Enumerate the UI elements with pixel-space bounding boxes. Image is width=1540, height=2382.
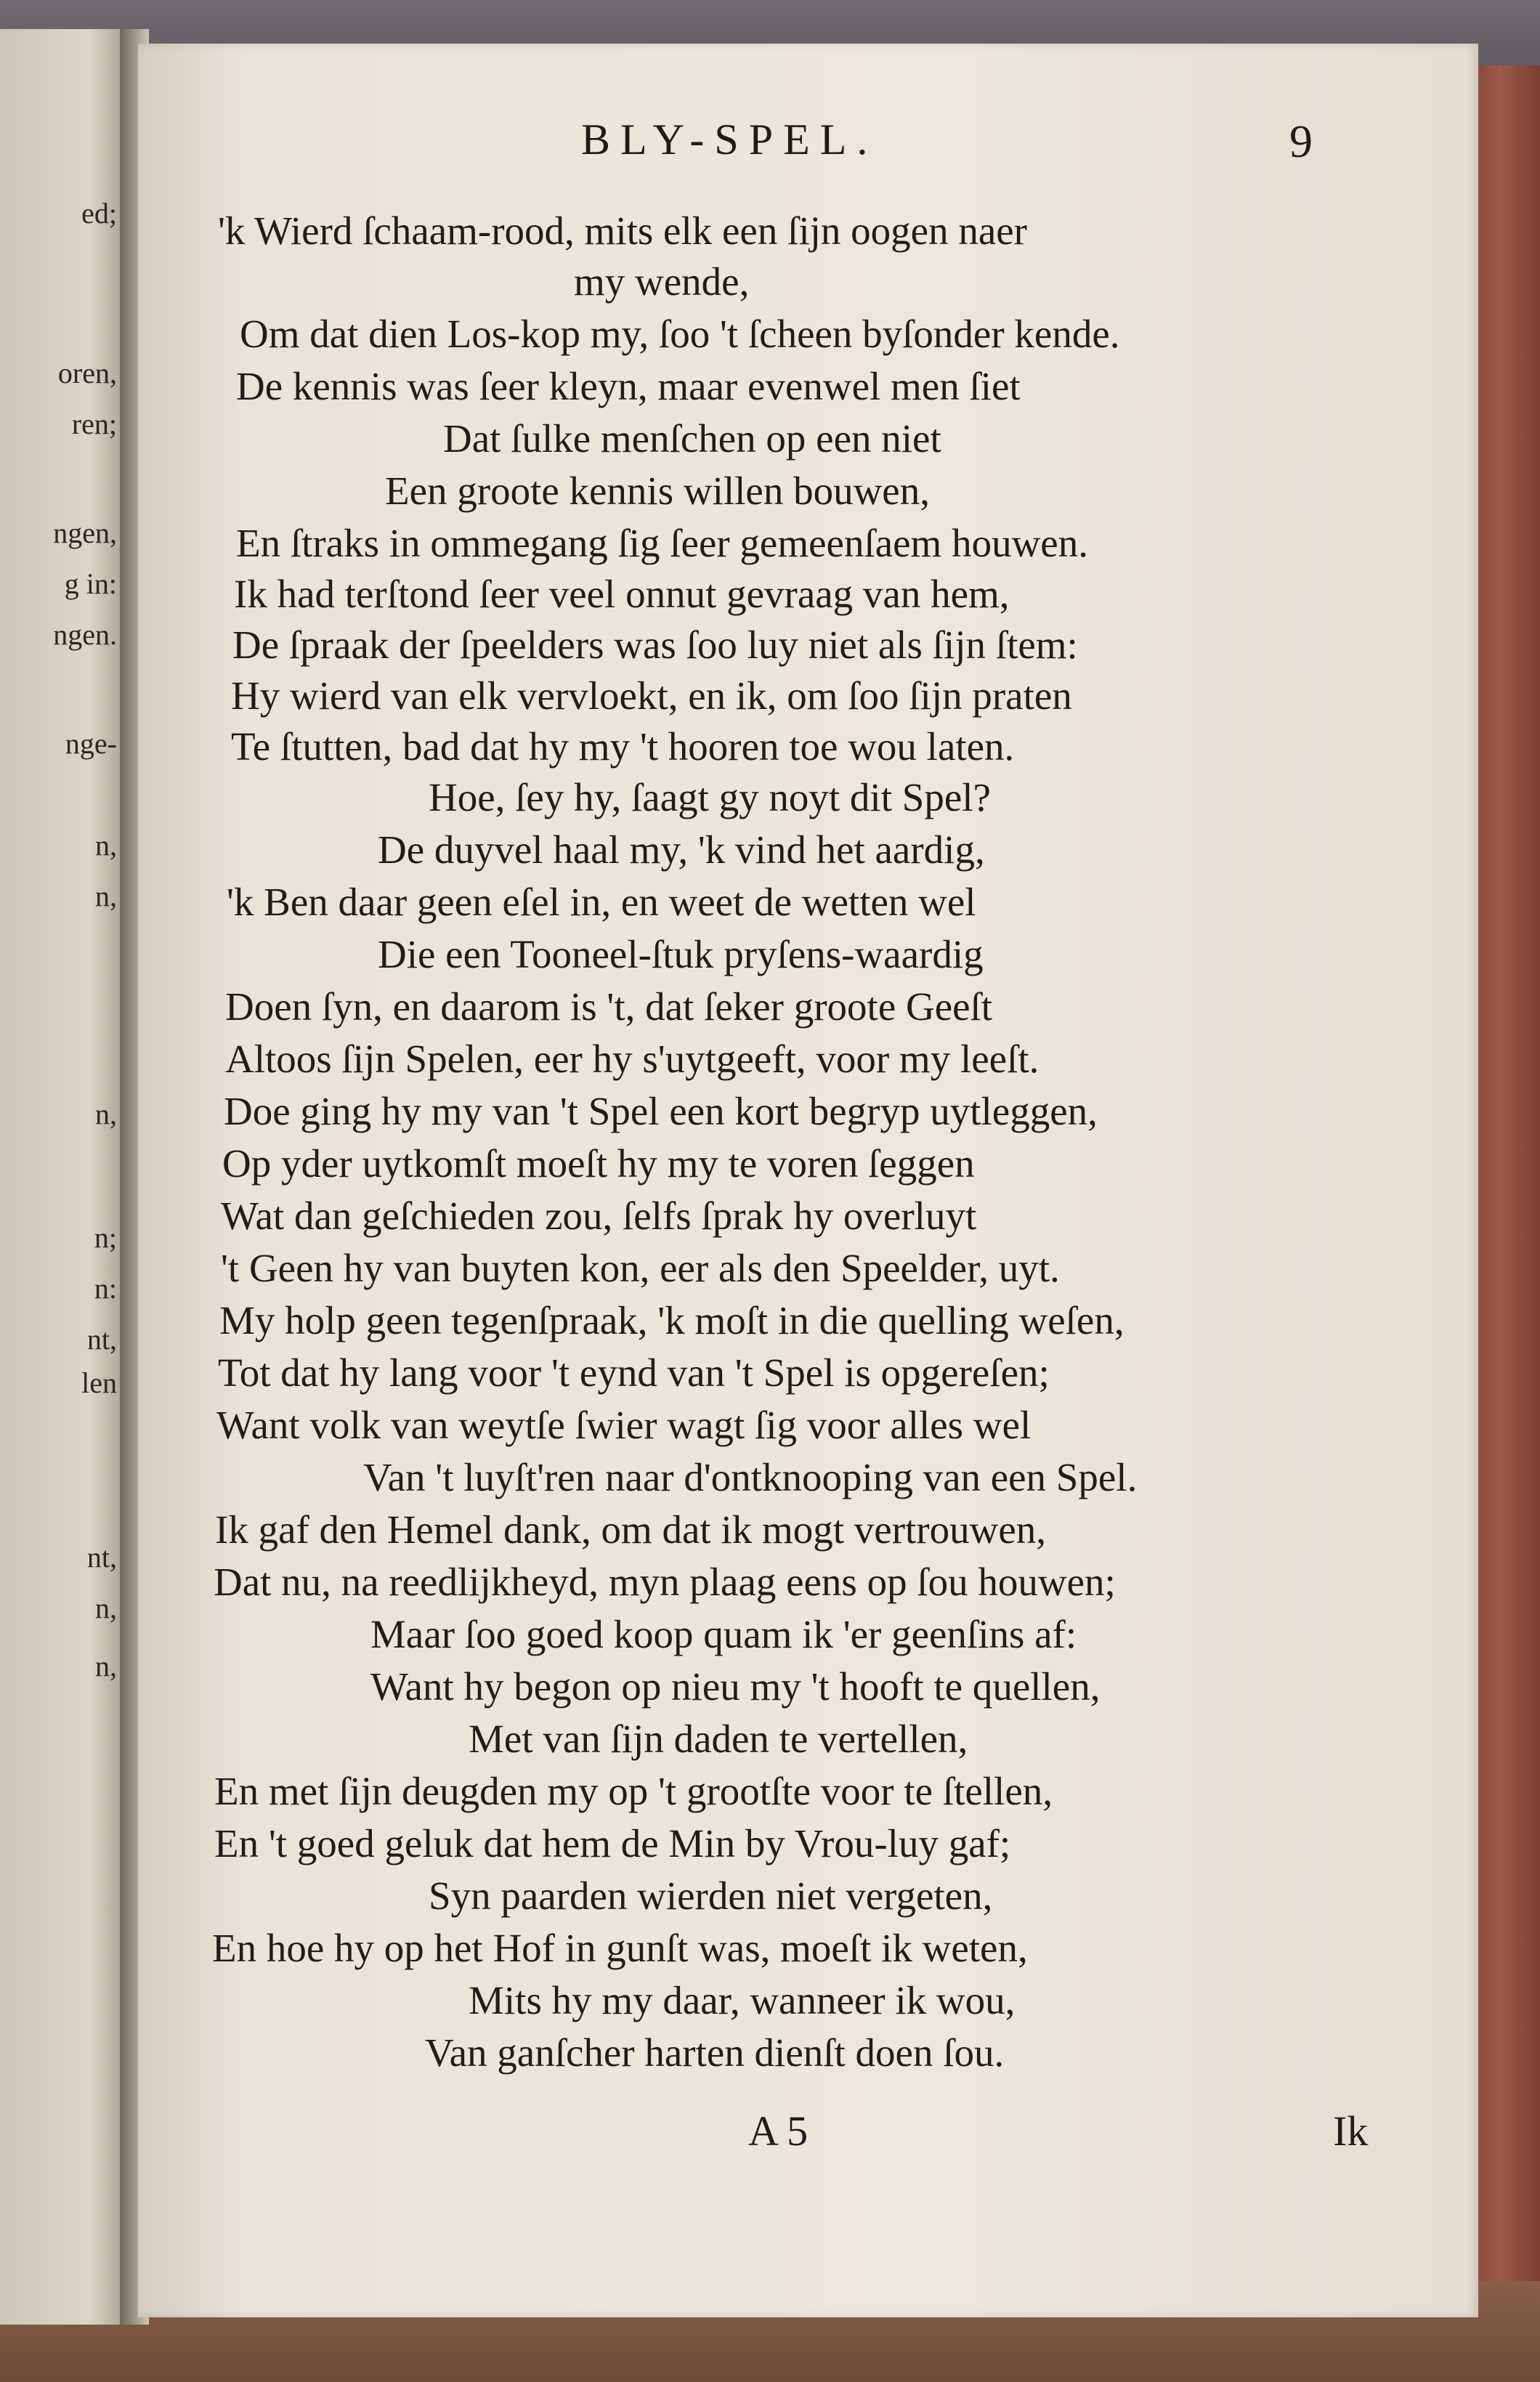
- verse-line: 'k Wierd ſchaam-rood, mits elk een ſijn oogen naer: [218, 208, 1027, 253]
- verse-line: Die een Tooneel-ſtuk pryſens-waardig: [378, 932, 984, 976]
- left-page-fragment: n,: [95, 1098, 117, 1130]
- verse-line: Van ganſcher harten dienſt doen ſou.: [425, 2030, 1005, 2075]
- verse-line: my wende,: [574, 259, 750, 304]
- left-page-fragment: n:: [94, 1272, 117, 1305]
- left-page-fragment: n,: [95, 880, 117, 912]
- left-page-fragment: nge-: [65, 727, 117, 760]
- left-page-fragment: ren;: [71, 408, 117, 440]
- verse-line: Want volk van weytſe ſwier wagt ſig voor alles wel: [216, 1403, 1032, 1447]
- left-page-fragment: nt,: [86, 1323, 117, 1356]
- verse-line: Hy wierd van elk vervloekt, en ik, om ſoo ſijn praten: [231, 673, 1072, 718]
- running-head: BLY-SPEL.: [581, 116, 878, 163]
- verse-line: Hoe, ſey hy, ſaagt gy noyt dit Spel?: [429, 775, 991, 819]
- left-page-fragment: ngen.: [53, 618, 117, 651]
- verse-line: De kennis was ſeer kleyn, maar evenwel men ſiet: [236, 364, 1021, 408]
- verse-line: Van 't luyſt'ren naar d'ontknooping van een Spel.: [363, 1455, 1138, 1499]
- verse-line: 'k Ben daar geen eſel in, en weet de wetten wel: [227, 880, 976, 924]
- verse-line: Te ſtutten, bad dat hy my 't hooren toe wou laten.: [231, 724, 1015, 769]
- verse-line: Want hy begon op nieu my 't hooft te quellen,: [370, 1664, 1101, 1709]
- verse-line: De ſpraak der ſpeelders was ſoo luy niet als ſijn ſtem:: [232, 623, 1078, 667]
- left-page-fragment: oren,: [57, 357, 117, 389]
- catchword: Ik: [1333, 2107, 1369, 2155]
- verse-line: Tot dat hy lang voor 't eynd van 't Spel is opgereſen;: [218, 1350, 1050, 1395]
- verse-line: En ſtraks in ommegang ſig ſeer gemeenſaem houwen.: [236, 521, 1088, 565]
- left-page-fragment: n;: [94, 1221, 117, 1254]
- verse-line: Ik gaf den Hemel dank, om dat ik mogt vertrouwen,: [215, 1507, 1046, 1552]
- verse-line: Dat ſulke menſchen op een niet: [443, 416, 941, 461]
- verse-line: Dat nu, na reedlijkheyd, myn plaag eens op ſou houwen;: [214, 1560, 1116, 1604]
- left-page: [0, 29, 127, 2325]
- signature-mark: A 5: [748, 2107, 808, 2155]
- left-page-fragment: n,: [95, 829, 117, 862]
- verse-line: Ik had terſtond ſeer veel onnut gevraag van hem,: [234, 572, 1010, 616]
- left-page-fragment: len: [81, 1366, 117, 1399]
- verse-line: Met van ſijn daden te vertellen,: [469, 1717, 968, 1761]
- page-number: 9: [1289, 116, 1313, 167]
- left-page-fragment: ngen,: [53, 516, 117, 549]
- verse-line: My holp geen tegenſpraak, 'k moſt in die quelling weſen,: [219, 1298, 1124, 1342]
- verse-line: Doe ging hy my van 't Spel een kort begryp uytleggen,: [224, 1089, 1098, 1133]
- verse-line: Wat dan geſchieden zou, ſelfs ſprak hy overluyt: [221, 1194, 977, 1238]
- verse-line: Maar ſoo goed koop quam ik 'er geenſins af:: [370, 1612, 1077, 1656]
- verse-line: Mits hy my daar, wanneer ik wou,: [469, 1978, 1016, 2022]
- verse-line: Doen ſyn, en daarom is 't, dat ſeker groote Geeſt: [225, 984, 993, 1029]
- verse-line: Op yder uytkomſt moeſt hy my te voren ſeggen: [222, 1141, 975, 1186]
- verse-line: Altoos ſijn Spelen, eer hy s'uytgeeft, voor my leeſt.: [225, 1037, 1040, 1081]
- left-page-fragment: g in:: [64, 567, 117, 600]
- verse-line: En 't goed geluk dat hem de Min by Vrou-luy gaf;: [214, 1821, 1011, 1866]
- left-page-fragment: ed;: [81, 197, 117, 230]
- verse-line: De duyvel haal my, 'k vind het aardig,: [378, 827, 985, 872]
- book-cover-edge: [1475, 65, 1540, 2382]
- verse-line: Om dat dien Los-kop my, ſoo 't ſcheen byſonder kende.: [240, 312, 1120, 356]
- left-page-fragment: n,: [95, 1650, 117, 1682]
- verse-line: 't Geen hy van buyten kon, eer als den Speelder, uyt.: [221, 1246, 1060, 1290]
- verse-line: Syn paarden wierden niet vergeten,: [429, 1873, 993, 1918]
- left-page-fragment: nt,: [86, 1541, 117, 1573]
- left-page-fragment: n,: [95, 1592, 117, 1624]
- verse-line: En hoe hy op het Hof in gunſt was, moeſt ik weten,: [212, 1926, 1028, 1970]
- verse-line: Een groote kennis willen bouwen,: [385, 469, 930, 513]
- verse-line: En met ſijn deugden my op 't grootſte voor te ſtellen,: [214, 1769, 1053, 1813]
